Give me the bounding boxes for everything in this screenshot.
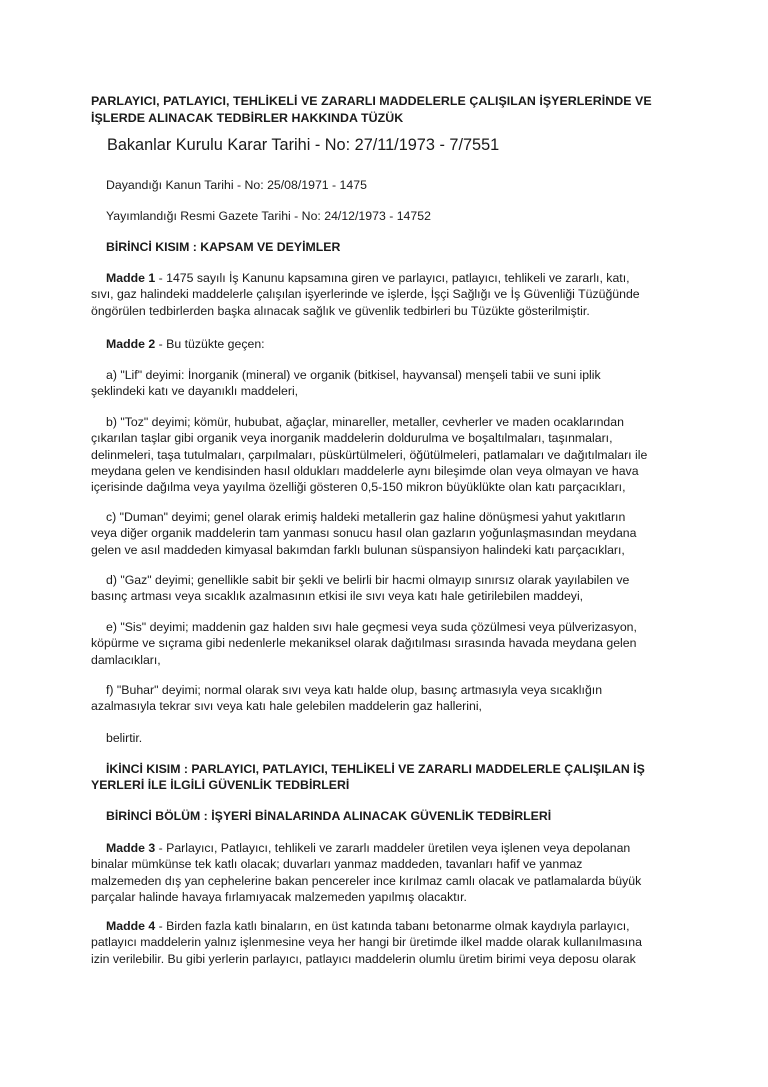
heading-line: YERLERİ İLE İLGİLİ GÜVENLİK TEDBİRLERİ <box>91 778 350 793</box>
article-text: parçalar halinde havaya fırlamıyacak malzemeden yapılmış olacaktır. <box>91 889 467 904</box>
definition-text: içerisinde dağılma veya yayılma özelliği gösteren 0,5-150 mikron büyüklükte olan katı parçacıkları, <box>91 480 626 495</box>
title-line: İŞLERDE ALINACAK TEDBİRLER HAKKINDA TÜZÜK <box>91 110 404 125</box>
heading-line: İKİNCİ KISIM : PARLAYICI, PATLAYICI, TEHLİKELİ VE ZARARLI MADDELERLE ÇALIŞILAN İŞ <box>106 762 645 776</box>
definition-e <box>91 619 691 668</box>
chapter1-heading <box>91 808 691 824</box>
article-label: Madde 3 <box>106 841 156 855</box>
definition-text: köpürme ve sıçrama gibi nedenlerle mekaniksel olarak dağıtılması sırasında havada meydana gelen <box>91 636 637 651</box>
definition-text: b) "Toz" deyimi; kömür, hububat, ağaçlar, minareller, metaller, cevherler ve maden ocaklarından <box>106 415 624 429</box>
definition-text: çıkarılan taşlar gibi organik veya inorganik maddelerin doldurulma ve boşaltılmaları, taşınmaları, <box>91 431 613 446</box>
article-text: - Birden fazla katlı binaların, en üst katında tabanı betonarme olmak kaydıyla parlayıcı, <box>155 919 630 933</box>
article-3 <box>91 840 691 905</box>
article-label: Madde 1 <box>106 271 156 285</box>
part1-heading: BİRİNCİ KISIM : KAPSAM VE DEYİMLER <box>106 240 341 254</box>
definition-f <box>91 682 691 715</box>
definition-text: c) "Duman" deyimi; genel olarak erimiş haldeki metallerin gaz haline dönüşmesi yahut yakıtların <box>106 510 626 524</box>
definition-b <box>91 414 691 495</box>
article-text: - Bu tüzükte geçen: <box>155 337 265 351</box>
law-reference: Dayandığı Kanun Tarihi - No: 25/08/1971 - 1475 <box>106 178 367 192</box>
article-2 <box>91 336 691 352</box>
article-text: malzemeden dış yan cephelerine bakan pencereler ince kırılmaz camlı olacak ve patlamalarda büyük <box>91 873 642 888</box>
article-text: izin verilebilir. Bu gibi yerlerin parlayıcı, patlayıcı maddelerin olumlu üretim birimi veya deposu olarak <box>91 951 636 966</box>
article-text: öngörülen tedbirlerden başka alınacak sağlık ve güvenlik tedbirleri bu Tüzükte gösterilmiştir. <box>91 303 590 318</box>
definition-text: f) "Buhar" deyimi; normal olarak sıvı veya katı halde olup, basınç artmasıyla veya sıcaklığın <box>106 683 603 697</box>
definition-text: şeklindeki katı ve dayanıklı maddeleri, <box>91 384 299 399</box>
definition-text: azalmasıyla tekrar sıvı veya katı hale gelebilen maddelerin gaz hallerini, <box>91 699 482 714</box>
definition-text: meydana gelen ve kendisinden hasıl oldukları maddelerle aynı bileşimde olan veya olmayan ve hava <box>91 463 639 478</box>
belirtir-line <box>91 730 691 746</box>
article-text: - 1475 sayılı İş Kanunu kapsamına giren ve parlayıcı, patlayıcı, tehlikeli ve zararlı, katı, <box>155 271 630 285</box>
part2-heading <box>91 761 691 794</box>
definition-text: d) "Gaz" deyimi; genellikle sabit bir şekli ve belirli bir hacmi olmayıp sınırsız olarak yayılabilen ve <box>106 573 630 587</box>
title-line: PARLAYICI, PATLAYICI, TEHLİKELİ VE ZARARLI MADDELERLE ÇALIŞILAN İŞYERLERİNDE VE <box>91 94 652 108</box>
article-text: patlayıcı maddelerin yalnız işlenmesine veya her hangi bir üretimde ilkel madde olarak kullanılmasına <box>91 935 642 950</box>
definition-a <box>91 367 691 400</box>
closing-text: belirtir. <box>106 731 143 745</box>
definition-text: damlacıkları, <box>91 652 161 667</box>
definition-text: a) "Lif" deyimi: İnorganik (mineral) ve organik (bitkisel, hayvansal) menşeli tabii ve suni iplik <box>106 368 601 382</box>
article-text: binalar mümkünse tek katlı olacak; duvarları yanmaz maddeden, tavanları hafif ve yanmaz <box>91 857 583 872</box>
article-1 <box>91 270 691 319</box>
decision-date: Bakanlar Kurulu Karar Tarihi - No: 27/11/1973 - 7/7551 <box>107 136 500 154</box>
gazette-reference: Yayımlandığı Resmi Gazete Tarihi - No: 24/12/1973 - 14752 <box>106 209 431 223</box>
definition-c <box>91 509 691 558</box>
definition-text: gelen ve asıl maddeden kimyasal bakımdan farklı bulunan süspansiyon halindeki katı parçacıkları, <box>91 542 625 557</box>
article-text: sıvı, gaz halindeki maddelerle çalışılan işyerlerinde ve işlerde, İşçi Sağlığı ve İş Güvenliği Tüzüğünde <box>91 287 640 302</box>
definition-text: veya diğer organik maddelerin tam yanması sonucu hasıl olan gazların yoğunlaşmasından meydana <box>91 526 637 541</box>
article-4 <box>91 918 691 967</box>
definition-text: delinmeleri, taşa tutulmaları, çarpılmaları, püskürtülmeleri, öğütülmeleri, patlamaları ve dağıtılmaları ile <box>91 447 648 462</box>
article-label: Madde 4 <box>106 919 156 933</box>
definition-d <box>91 572 691 605</box>
definition-text: basınç artması veya sıcaklık azalmasının etkisi ile sıvı veya katı hale getirilebilen maddeyi, <box>91 589 584 604</box>
document-title <box>91 93 691 126</box>
heading-line: BİRİNCİ BÖLÜM : İŞYERİ BİNALARINDA ALINACAK GÜVENLİK TEDBİRLERİ <box>106 809 552 823</box>
definition-text: e) "Sis" deyimi; maddenin gaz halden sıvı hale geçmesi veya suda çözülmesi veya pülverizasyon, <box>106 620 637 634</box>
article-text: - Parlayıcı, Patlayıcı, tehlikeli ve zararlı maddeler üretilen veya işlenen veya depolanan <box>155 841 631 855</box>
article-label: Madde 2 <box>106 337 156 351</box>
